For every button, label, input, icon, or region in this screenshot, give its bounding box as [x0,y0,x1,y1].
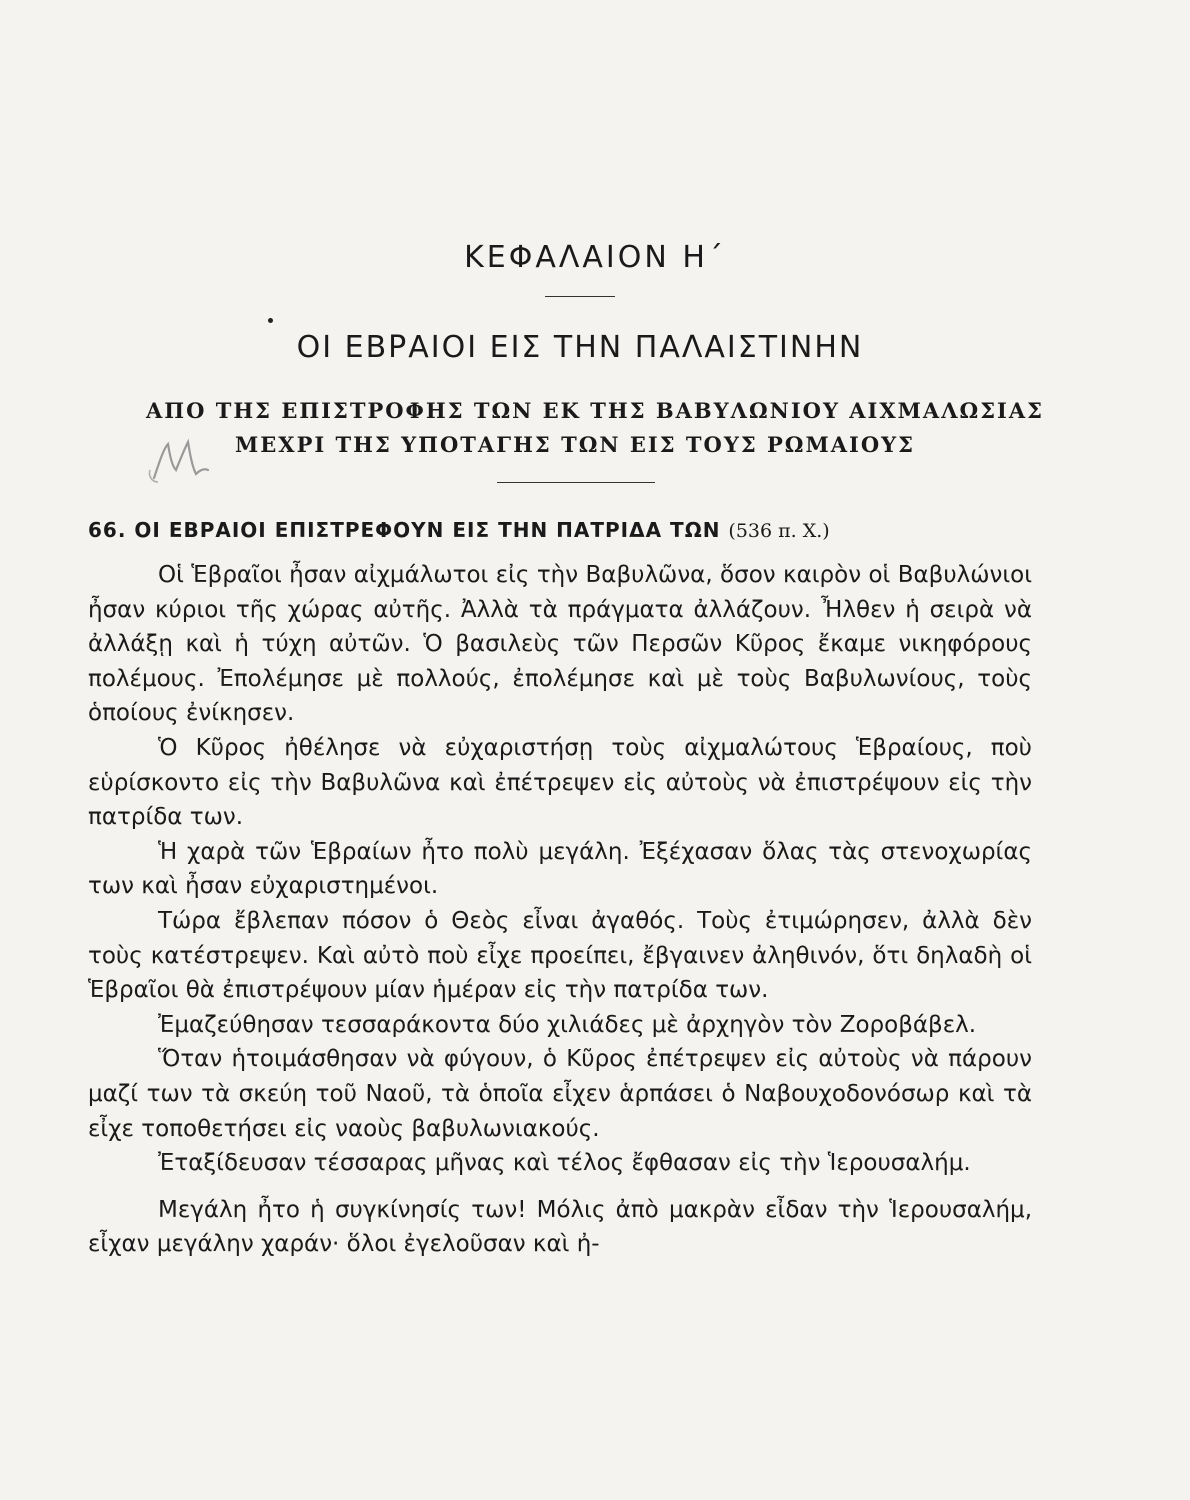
print-dot [268,318,273,323]
paragraph: Τώρα ἔβλεπαν πόσον ὁ Θεὸς εἶναι ἀγαθός. Τοὺς ἐτιμώρησεν, ἀλλὰ δὲν τοὺς κατέστρεψεν. Καὶ αὐτὸ ποὺ εἶχε προείπει, ἔβγαινεν ἀληθινόν, ὅτι δηλαδὴ οἱ Ἑβραῖοι θὰ ἐπιστρέψουν μίαν ἡμέραν εἰς τὴν πατρίδα των. [88,907,1032,1004]
paragraph: Ὅταν ἡτοιμάσθησαν νὰ φύγουν, ὁ Κῦρος ἐπέτρεψεν εἰς αὐτοὺς νὰ πάρουν μαζί των τὰ σκεύη τοῦ Ναοῦ, τὰ ὁποῖα εἶχεν ἁρπάσει ὁ Ναβουχοδονόσωρ καὶ τὰ εἶχε τοποθετήσει εἰς ναοὺς βαβυλωνιακούς. [88,1046,1032,1142]
divider-rule [545,296,615,297]
handwritten-mark-icon [146,430,226,490]
subtitle-line-1: ΑΠΟ ΤΗΣ ΕΠΙΣΤΡΟΦΗΣ ΤΩΝ ΕΚ ΤΗΣ ΒΑΒΥΛΩΝΙΟΥ ΑΙΧΜΑΛΩΣΙΑΣ [145,398,1045,423]
section-heading [88,518,1032,542]
paragraph: Μεγάλη ἦτο ἡ συγκίνησίς των! Μόλις ἀπὸ μακρὰν εἶδαν τὴν Ἱερουσαλήμ, εἶχαν μεγάλην χαράν· ὅλοι ἐγελοῦσαν καὶ ἠ- [88,1196,1032,1258]
divider-rule [497,482,655,483]
section-date: (536 π. Χ.) [728,520,830,542]
paragraph: Ἡ χαρὰ τῶν Ἑβραίων ἦτο πολὺ μεγάλη. Ἐξέχασαν ὅλας τὰς στενοχωρίας των καὶ ἦσαν εὐχαριστημένοι. [88,838,1032,900]
paragraph: Οἱ Ἑβραῖοι ἦσαν αἰχμάλωτοι εἰς τὴν Βαβυλῶνα, ὅσον καιρὸν οἱ Βαβυλώνιοι ἦσαν κύριοι τῆς χώρας αὐτῆς. Ἀλλὰ τὰ πράγματα ἀλλάζουν. Ἦλθεν ἡ σειρὰ νὰ ἀλλάξῃ καὶ ἡ τύχη αὐτῶν. Ὁ βασιλεὺς τῶν Περσῶν Κῦρος ἔκαμε νικηφόρους πολέμους. Ἐπολέμησε μὲ πολλούς, ἐπολέμησε καὶ μὲ τοὺς Βαβυλωνίους, τοὺς ὁποίους ἐνίκησεν. [88,562,1032,727]
subtitle-line-2: ΜΕΧΡΙ ΤΗΣ ΥΠΟΤΑΓΗΣ ΤΩΝ ΕΙΣ ΤΟΥΣ ΡΩΜΑΙΟΥΣ [235,432,915,457]
section-number: 66. [88,518,127,542]
chapter-heading: ΚΕΦΑΛΑΙΟΝ Η΄ [464,240,726,275]
section-title: ΟΙ ΕΒΡΑΙΟΙ ΕΠΙΣΤΡΕΦΟΥΝ ΕΙΣ ΤΗΝ ΠΑΤΡΙΔΑ ΤΩΝ [134,518,721,542]
paragraph: Ὁ Κῦρος ἠθέλησε νὰ εὐχαριστήσῃ τοὺς αἰχμαλώτους Ἑβραίους, ποὺ εὑρίσκοντο εἰς τὴν Βαβυλῶνα καὶ ἐπέτρεψεν εἰς αὐτοὺς νὰ ἐπιστρέψουν εἰς τὴν πατρίδα των. [88,734,1032,831]
body-text [88,558,1032,1262]
paragraph: Ἐταξίδευσαν τέσσαρας μῆνας καὶ τέλος ἔφθασαν εἰς τὴν Ἱερουσαλήμ. [158,1150,971,1177]
chapter-title: ΟΙ ΕΒΡΑΙΟΙ ΕΙΣ ΤΗΝ ΠΑΛΑΙΣΤΙΝΗΝ [296,330,864,365]
paragraph: Ἐμαζεύθησαν τεσσαράκοντα δύο χιλιάδες μὲ ἀρχηγὸν τὸν Ζοροβάβελ. [158,1011,977,1038]
